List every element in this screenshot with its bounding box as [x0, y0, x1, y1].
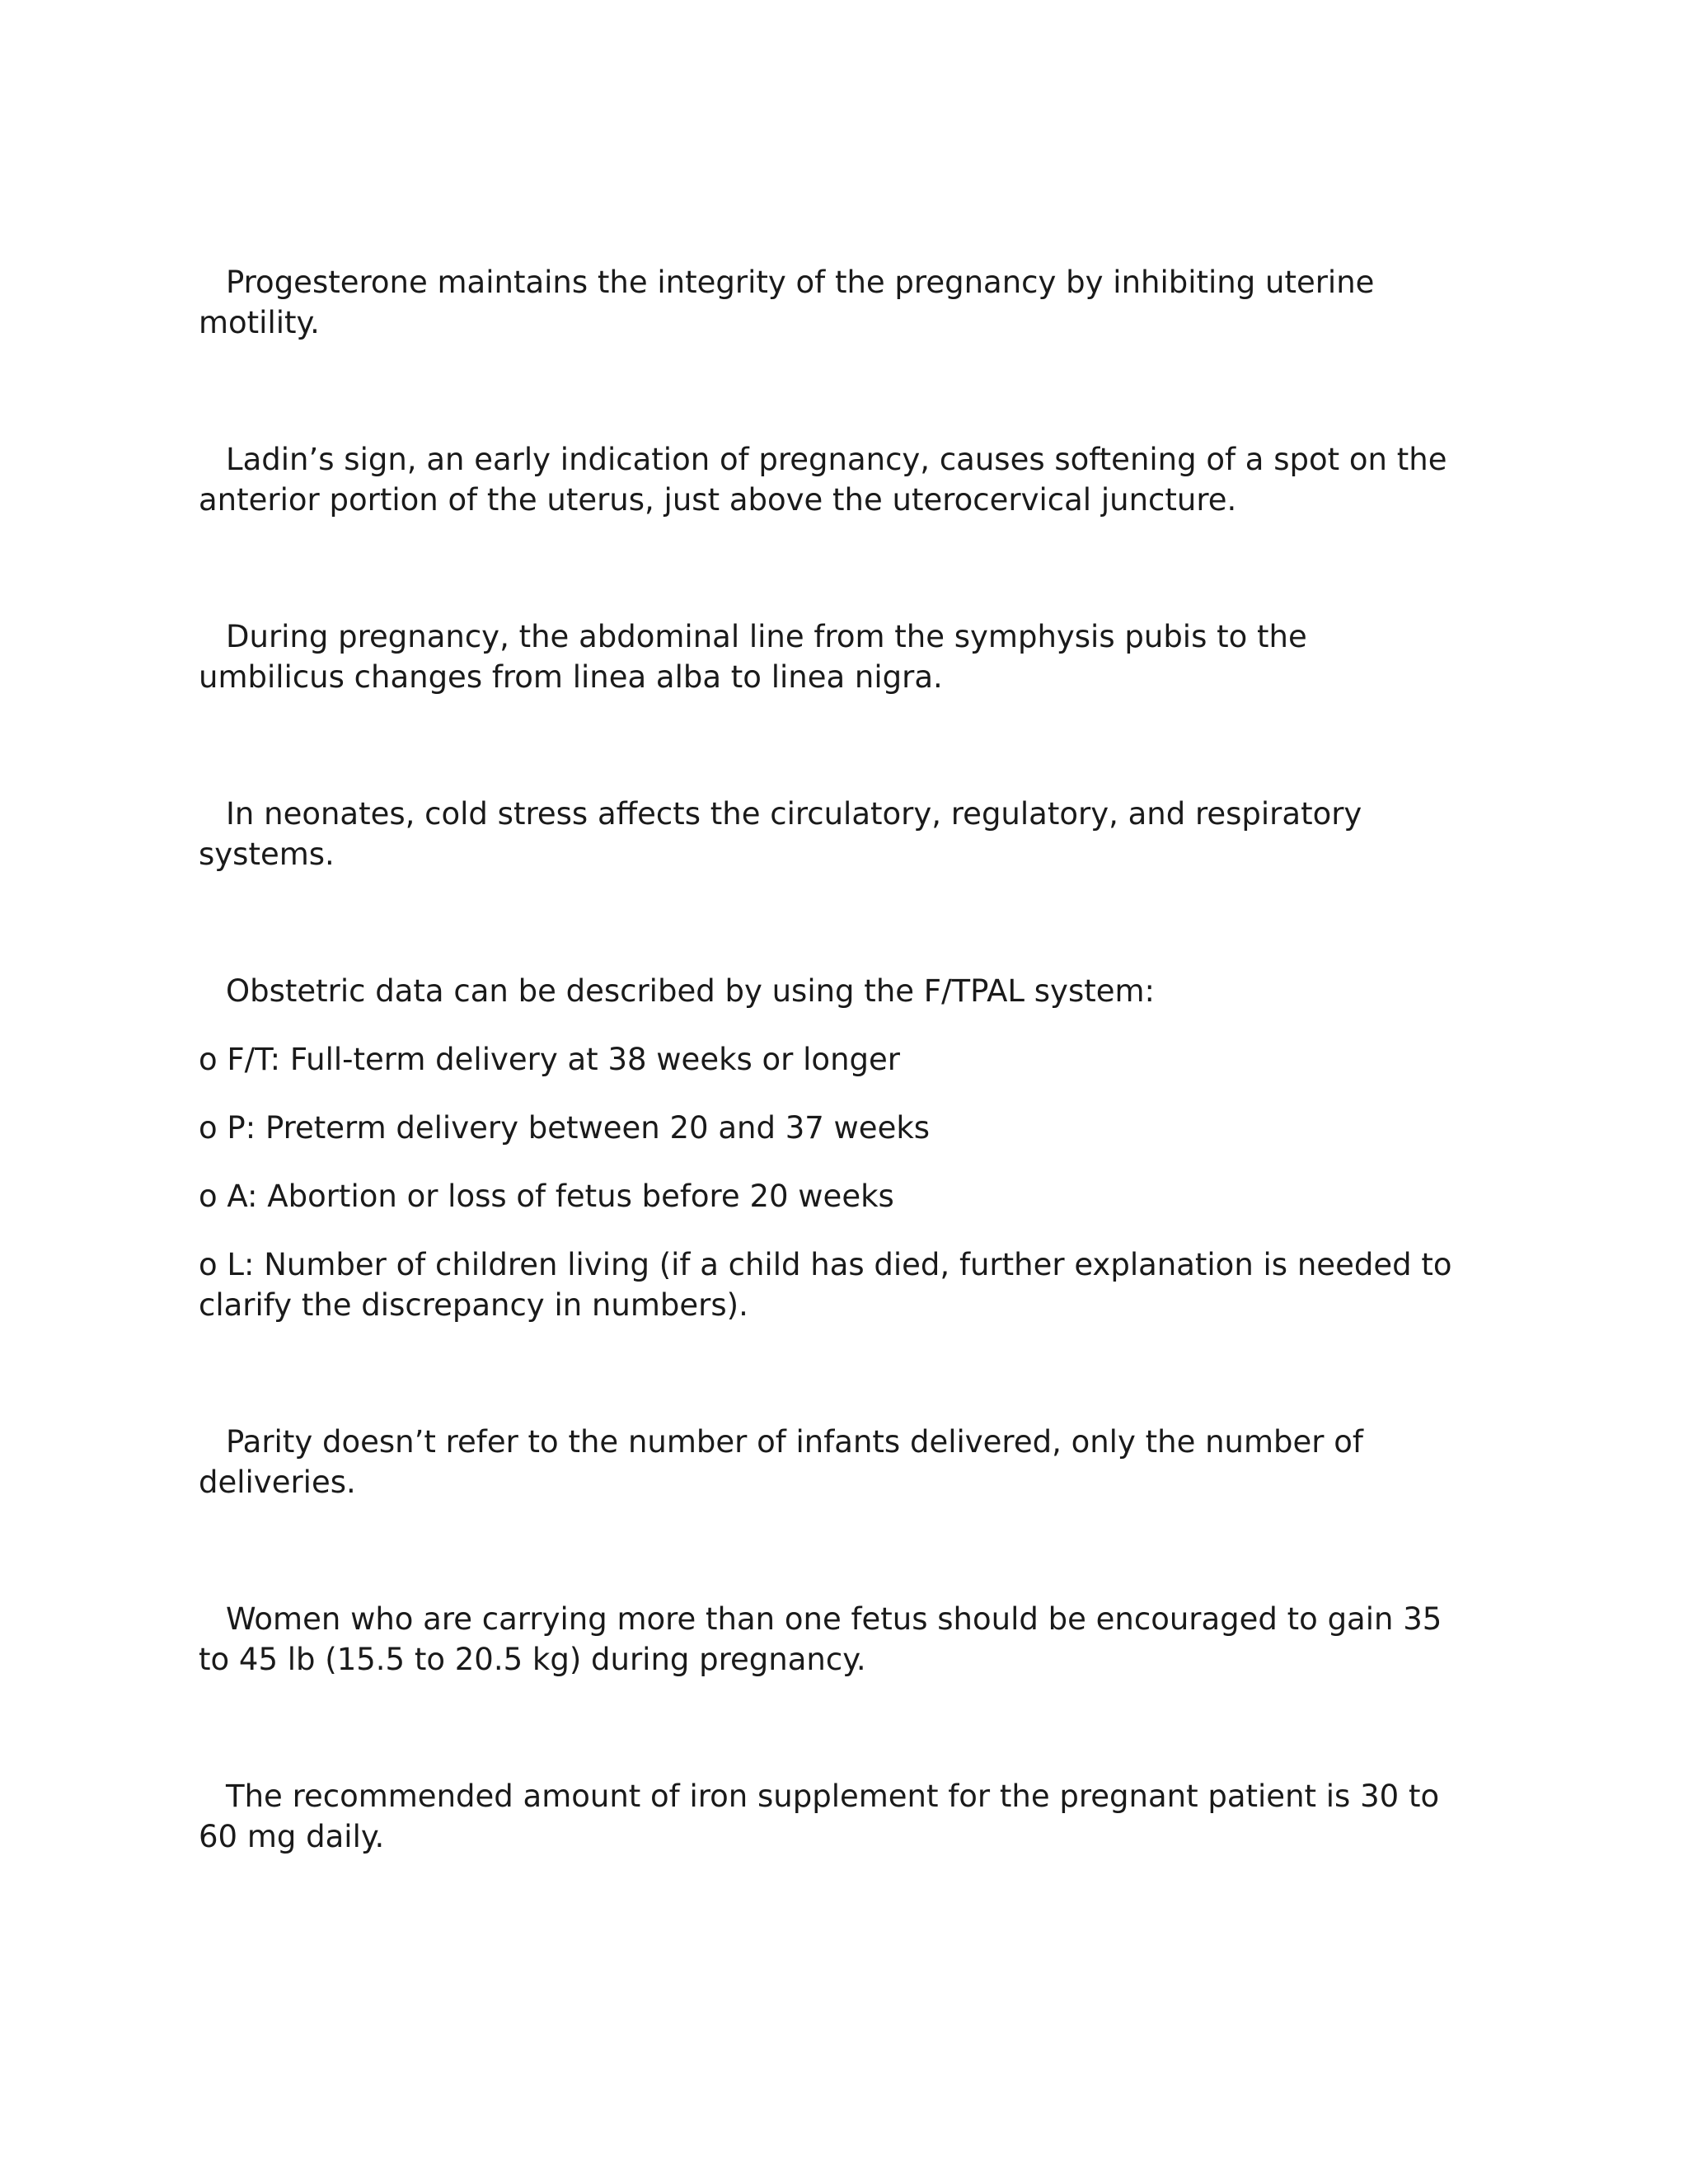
paragraph-ladins-sign: [199, 439, 1451, 520]
ftpal-intro: [199, 971, 1501, 1011]
paragraph-text: Progesterone maintains the integrity of the pregnancy by inhibiting uterine motility.: [199, 265, 1375, 340]
list-item-a: o A: Abortion or loss of fetus before 20 weeks: [199, 1179, 894, 1214]
paragraph-text: During pregnancy, the abdominal line from the symphysis pubis to the umbilicus changes from linea alba to linea nigra.: [199, 619, 1307, 695]
paragraph-text: Parity doesn’t refer to the number of infants delivered, only the number of deliveries.: [199, 1424, 1363, 1500]
paragraph-weight-gain: [199, 1599, 1460, 1680]
paragraph-text: Women who are carrying more than one fetus should be encouraged to gain 35 to 45 lb (15.5 to 20.5 kg) during pregnancy.: [199, 1601, 1442, 1677]
paragraph-text: The recommended amount of iron supplement for the pregnant patient is 30 to 60 mg daily.: [199, 1779, 1440, 1854]
paragraph-linea-nigra: [199, 616, 1460, 697]
paragraph-text: Obstetric data can be described by using the F/TPAL system:: [226, 973, 1156, 1009]
paragraph-iron-supplement: [199, 1776, 1484, 1857]
list-item-ft: o F/T: Full-term delivery at 38 weeks or longer: [199, 1042, 900, 1077]
paragraph-cold-stress: [199, 794, 1386, 874]
document-page: [199, 262, 1501, 1857]
list-item-l: o L: Number of children living (if a child has died, further explanation is needed to clarify the discrepancy in numbers).: [199, 1247, 1452, 1323]
list-item-p: o P: Preterm delivery between 20 and 37 weeks: [199, 1110, 931, 1146]
paragraph-parity: [199, 1422, 1402, 1502]
paragraph-progesterone: [199, 262, 1386, 343]
paragraph-text: Ladin’s sign, an early indication of pregnancy, causes softening of a spot on the anterior portion of the uterus, just above the uterocervical juncture.: [199, 442, 1447, 518]
paragraph-text: In neonates, cold stress affects the circulatory, regulatory, and respiratory systems.: [199, 796, 1362, 872]
